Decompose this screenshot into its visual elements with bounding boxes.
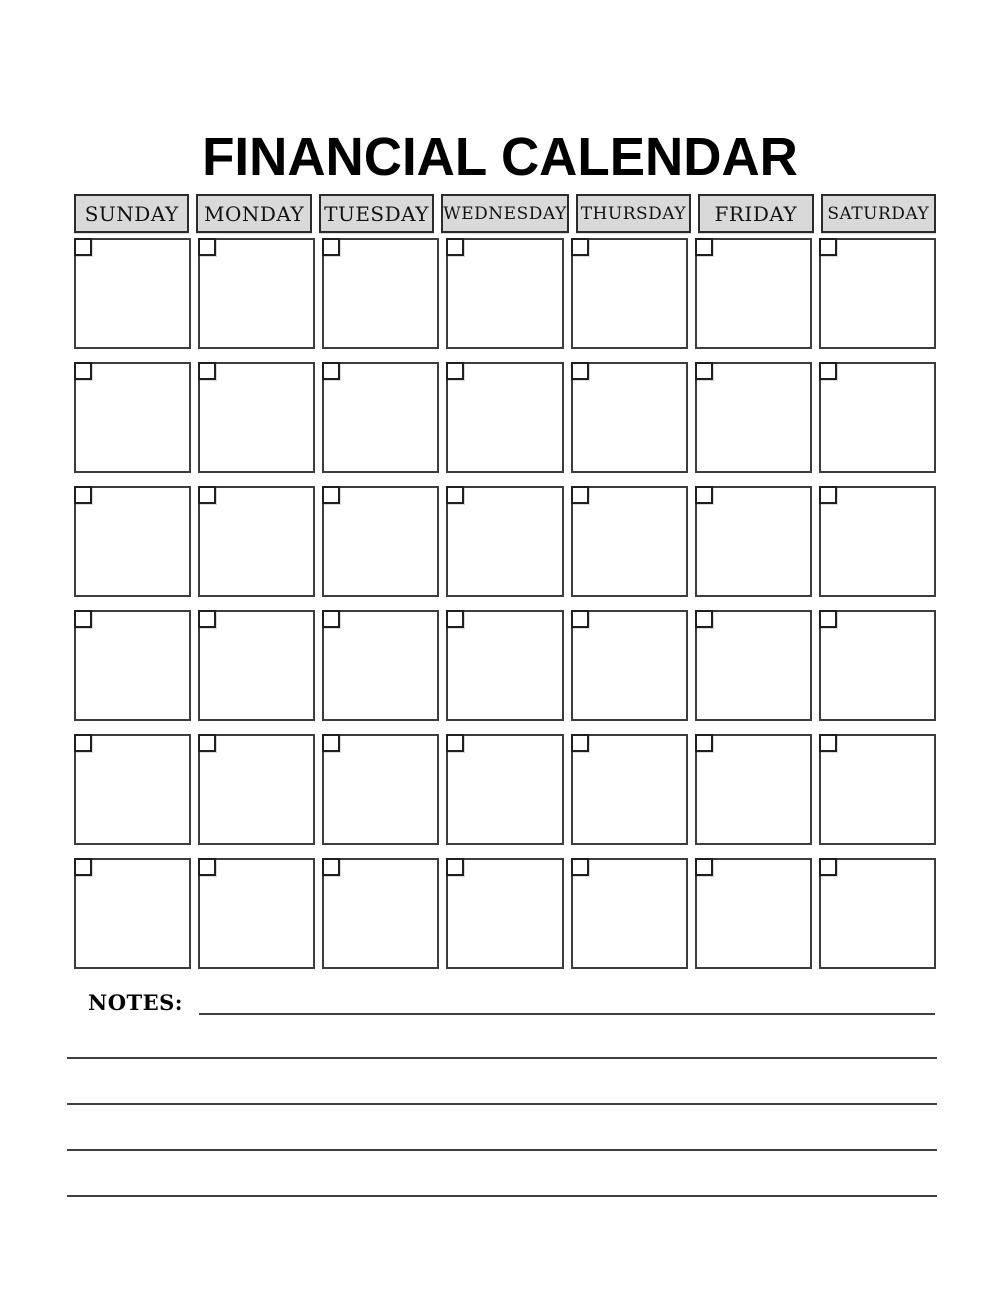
calendar-cell — [74, 238, 191, 349]
day-header-row — [74, 194, 936, 233]
date-box — [322, 238, 340, 256]
date-box — [446, 238, 464, 256]
date-box — [446, 486, 464, 504]
calendar-cell — [198, 610, 315, 721]
notes-line — [67, 1195, 937, 1197]
calendar-cell — [74, 734, 191, 845]
date-box — [322, 858, 340, 876]
date-box — [695, 734, 713, 752]
date-box — [695, 486, 713, 504]
calendar-cell — [695, 362, 812, 473]
date-box — [322, 610, 340, 628]
day-header-wednesday: WEDNESDAY — [441, 194, 568, 233]
date-box — [322, 734, 340, 752]
calendar-cell — [819, 734, 936, 845]
date-box — [571, 362, 589, 380]
calendar-cell — [198, 238, 315, 349]
calendar-cell — [446, 486, 563, 597]
date-box — [571, 734, 589, 752]
date-box — [819, 858, 837, 876]
calendar-cell — [819, 238, 936, 349]
notes-label: NOTES: — [88, 990, 184, 1015]
date-box — [74, 858, 92, 876]
calendar-cell — [322, 362, 439, 473]
calendar-cell — [198, 362, 315, 473]
calendar-cell — [322, 734, 439, 845]
calendar-cell — [74, 486, 191, 597]
date-box — [571, 486, 589, 504]
calendar-cell — [819, 858, 936, 969]
calendar-cell — [571, 610, 688, 721]
calendar-cell — [322, 610, 439, 721]
day-header-monday: MONDAY — [196, 194, 311, 233]
calendar-cell — [695, 610, 812, 721]
date-box — [695, 362, 713, 380]
date-box — [695, 858, 713, 876]
calendar-cell — [819, 610, 936, 721]
calendar-cell — [695, 486, 812, 597]
notes-line — [67, 1057, 937, 1059]
date-box — [571, 238, 589, 256]
date-box — [446, 610, 464, 628]
date-box — [198, 858, 216, 876]
date-box — [74, 486, 92, 504]
calendar-cell — [198, 486, 315, 597]
calendar-cell — [819, 362, 936, 473]
date-box — [571, 610, 589, 628]
calendar-cell — [571, 238, 688, 349]
notes-line-first — [199, 1013, 935, 1015]
day-header-sunday: SUNDAY — [74, 194, 189, 233]
date-box — [446, 734, 464, 752]
date-box — [322, 362, 340, 380]
day-header-saturday: SATURDAY — [821, 194, 936, 233]
day-header-tuesday: TUESDAY — [319, 194, 434, 233]
calendar-cell — [446, 734, 563, 845]
calendar-cell — [446, 362, 563, 473]
calendar-cell — [322, 238, 439, 349]
calendar-cell — [74, 858, 191, 969]
calendar-cell — [695, 238, 812, 349]
weeks-grid — [74, 238, 936, 969]
calendar-cell — [571, 362, 688, 473]
date-box — [446, 362, 464, 380]
notes-line — [67, 1103, 937, 1105]
date-box — [198, 362, 216, 380]
calendar-cell — [695, 734, 812, 845]
calendar-cell — [322, 858, 439, 969]
date-box — [198, 734, 216, 752]
date-box — [198, 238, 216, 256]
calendar-cell — [322, 486, 439, 597]
notes-line — [67, 1149, 937, 1151]
date-box — [819, 610, 837, 628]
calendar-cell — [74, 610, 191, 721]
calendar-cell — [446, 610, 563, 721]
date-box — [322, 486, 340, 504]
date-box — [695, 610, 713, 628]
calendar-cell — [571, 858, 688, 969]
notes-section — [88, 991, 935, 1016]
date-box — [819, 362, 837, 380]
date-box — [446, 858, 464, 876]
date-box — [74, 238, 92, 256]
date-box — [571, 858, 589, 876]
date-box — [819, 486, 837, 504]
day-header-friday: FRIDAY — [698, 194, 813, 233]
calendar-cell — [819, 486, 936, 597]
calendar-cell — [446, 238, 563, 349]
date-box — [819, 238, 837, 256]
calendar-cell — [198, 734, 315, 845]
day-header-thursday: THURSDAY — [576, 194, 691, 233]
calendar-cell — [74, 362, 191, 473]
page-title: FINANCIAL CALENDAR — [202, 127, 798, 188]
date-box — [74, 610, 92, 628]
calendar — [74, 194, 936, 969]
date-box — [695, 238, 713, 256]
date-box — [74, 734, 92, 752]
date-box — [74, 362, 92, 380]
calendar-cell — [571, 486, 688, 597]
calendar-cell — [446, 858, 563, 969]
calendar-cell — [695, 858, 812, 969]
date-box — [198, 610, 216, 628]
calendar-cell — [198, 858, 315, 969]
date-box — [819, 734, 837, 752]
date-box — [198, 486, 216, 504]
calendar-cell — [571, 734, 688, 845]
